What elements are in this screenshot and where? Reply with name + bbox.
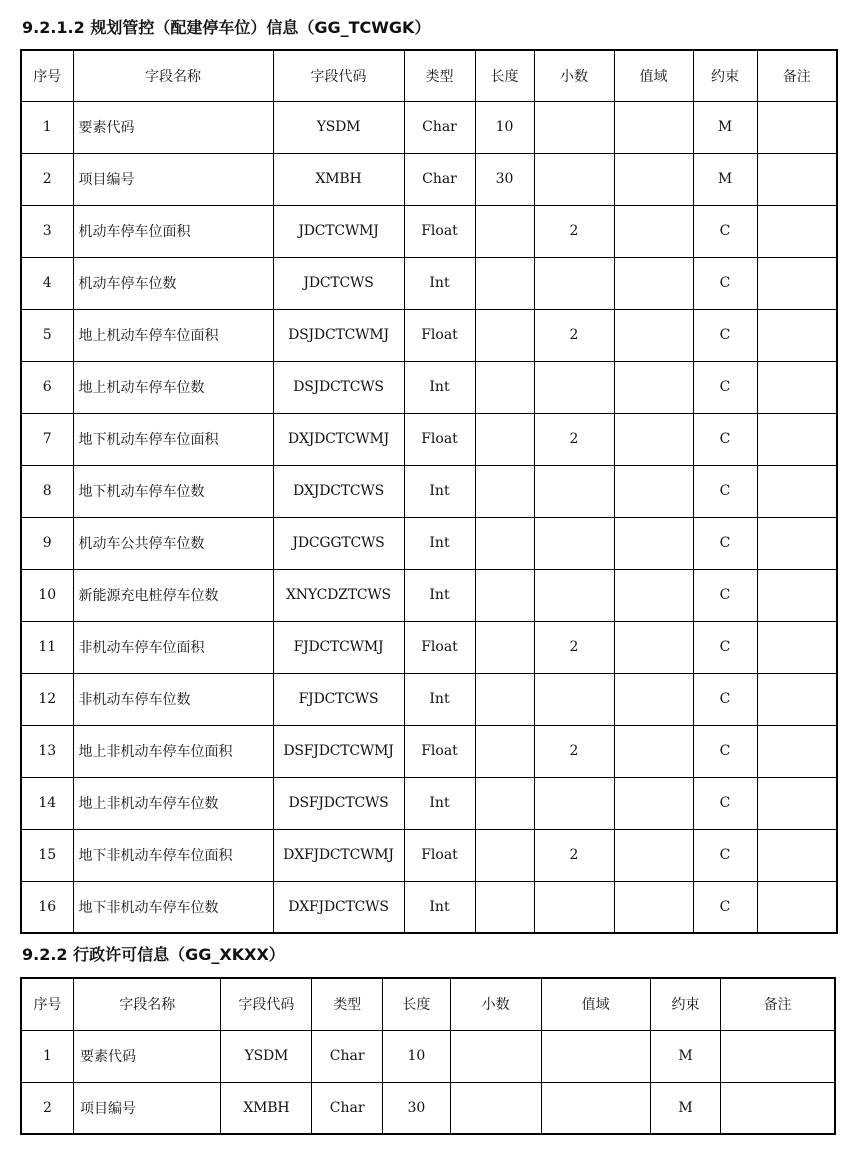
value-domain-cell: [614, 257, 693, 309]
constraint-cell: M: [650, 1082, 721, 1134]
field-table-admin-license: [20, 977, 836, 1135]
remark-cell: [757, 881, 837, 933]
decimal-cell: [450, 1082, 541, 1134]
field-code-cell: JDCTCWS: [273, 257, 404, 309]
field-name-cell: 非机动车停车位面积: [73, 621, 273, 673]
column-header-type: 类型: [312, 978, 383, 1030]
field-code-cell: JDCTCWMJ: [273, 205, 404, 257]
table-row: [21, 725, 837, 777]
decimal-cell: [450, 1030, 541, 1082]
table-row: [21, 361, 837, 413]
table-row: [21, 413, 837, 465]
value-domain-cell: [614, 569, 693, 621]
length-cell: [475, 413, 534, 465]
table-row: [21, 465, 837, 517]
column-header-field-code: 字段代码: [273, 50, 404, 101]
table-row: [21, 829, 837, 881]
field-name-cell: 新能源充电桩停车位数: [73, 569, 273, 621]
field-name-cell: 地上机动车停车位面积: [73, 309, 273, 361]
field-name-cell: 要素代码: [74, 1030, 221, 1082]
field-code-cell: JDCGGTCWS: [273, 517, 404, 569]
constraint-cell: C: [693, 517, 757, 569]
type-cell: Char: [404, 101, 475, 153]
decimal-cell: [534, 777, 614, 829]
column-header-seq: 序号: [21, 50, 73, 101]
value-domain-cell: [614, 205, 693, 257]
field-name-cell: 地下非机动车停车位数: [73, 881, 273, 933]
length-cell: [475, 725, 534, 777]
type-cell: Int: [404, 777, 475, 829]
decimal-cell: [534, 257, 614, 309]
field-name-cell: 项目编号: [74, 1082, 221, 1134]
seq-cell: 2: [21, 1082, 74, 1134]
constraint-cell: C: [693, 465, 757, 517]
field-code-cell: DSFJDCTCWMJ: [273, 725, 404, 777]
field-code-cell: FJDCTCWS: [273, 673, 404, 725]
length-cell: [475, 673, 534, 725]
column-header-seq: 序号: [21, 978, 74, 1030]
length-cell: [475, 361, 534, 413]
field-name-cell: 要素代码: [73, 101, 273, 153]
table-row: [21, 101, 837, 153]
type-cell: Float: [404, 725, 475, 777]
field-code-cell: DSFJDCTCWS: [273, 777, 404, 829]
length-cell: [475, 829, 534, 881]
constraint-cell: C: [693, 413, 757, 465]
length-cell: 30: [383, 1082, 451, 1134]
decimal-cell: 2: [534, 725, 614, 777]
field-code-cell: XMBH: [221, 1082, 312, 1134]
remark-cell: [757, 413, 837, 465]
decimal-cell: [534, 881, 614, 933]
decimal-cell: [534, 673, 614, 725]
field-name-cell: 地下非机动车停车位面积: [73, 829, 273, 881]
type-cell: Int: [404, 361, 475, 413]
seq-cell: 9: [21, 517, 73, 569]
decimal-cell: 2: [534, 829, 614, 881]
section-title-parking-control: 9.2.1.2 规划管控（配建停车位）信息（GG_TCWGK）: [22, 18, 431, 37]
constraint-cell: M: [693, 153, 757, 205]
value-domain-cell: [614, 413, 693, 465]
length-cell: [475, 881, 534, 933]
remark-cell: [757, 101, 837, 153]
length-cell: [475, 257, 534, 309]
decimal-cell: [534, 101, 614, 153]
constraint-cell: M: [650, 1030, 721, 1082]
field-name-cell: 项目编号: [73, 153, 273, 205]
remark-cell: [757, 257, 837, 309]
remark-cell: [757, 673, 837, 725]
table-row: [21, 517, 837, 569]
constraint-cell: C: [693, 725, 757, 777]
column-header-type: 类型: [404, 50, 475, 101]
table-row: [21, 569, 837, 621]
seq-cell: 6: [21, 361, 73, 413]
table-row: [21, 257, 837, 309]
remark-cell: [757, 621, 837, 673]
seq-cell: 10: [21, 569, 73, 621]
value-domain-cell: [614, 829, 693, 881]
decimal-cell: [534, 517, 614, 569]
decimal-cell: 2: [534, 205, 614, 257]
field-table-parking-control: [20, 49, 838, 934]
seq-cell: 4: [21, 257, 73, 309]
remark-cell: [757, 725, 837, 777]
table-row: [21, 1030, 835, 1082]
field-code-cell: DXJDCTCWMJ: [273, 413, 404, 465]
remark-cell: [757, 517, 837, 569]
value-domain-cell: [614, 361, 693, 413]
seq-cell: 1: [21, 101, 73, 153]
column-header-remark: 备注: [721, 978, 835, 1030]
field-code-cell: YSDM: [221, 1030, 312, 1082]
column-header-length: 长度: [475, 50, 534, 101]
field-code-cell: XMBH: [273, 153, 404, 205]
seq-cell: 11: [21, 621, 73, 673]
length-cell: [475, 777, 534, 829]
constraint-cell: M: [693, 101, 757, 153]
length-cell: [475, 205, 534, 257]
table-row: [21, 153, 837, 205]
seq-cell: 5: [21, 309, 73, 361]
column-header-decimal: 小数: [534, 50, 614, 101]
seq-cell: 2: [21, 153, 73, 205]
column-header-remark: 备注: [757, 50, 837, 101]
field-name-cell: 地上非机动车停车位数: [73, 777, 273, 829]
type-cell: Char: [312, 1030, 383, 1082]
type-cell: Int: [404, 465, 475, 517]
remark-cell: [757, 465, 837, 517]
column-header-constraint: 约束: [650, 978, 721, 1030]
table-row: [21, 881, 837, 933]
value-domain-cell: [614, 725, 693, 777]
type-cell: Int: [404, 569, 475, 621]
column-header-field-code: 字段代码: [221, 978, 312, 1030]
field-code-cell: DXFJDCTCWS: [273, 881, 404, 933]
remark-cell: [757, 777, 837, 829]
seq-cell: 7: [21, 413, 73, 465]
type-cell: Float: [404, 829, 475, 881]
length-cell: [475, 309, 534, 361]
seq-cell: 16: [21, 881, 73, 933]
field-name-cell: 非机动车停车位数: [73, 673, 273, 725]
decimal-cell: 2: [534, 621, 614, 673]
decimal-cell: 2: [534, 413, 614, 465]
seq-cell: 1: [21, 1030, 74, 1082]
column-header-field-name: 字段名称: [74, 978, 221, 1030]
value-domain-cell: [614, 881, 693, 933]
remark-cell: [757, 569, 837, 621]
value-domain-cell: [614, 777, 693, 829]
value-domain-cell: [614, 309, 693, 361]
remark-cell: [721, 1082, 835, 1134]
field-name-cell: 机动车停车位面积: [73, 205, 273, 257]
field-code-cell: DXFJDCTCWMJ: [273, 829, 404, 881]
constraint-cell: C: [693, 829, 757, 881]
type-cell: Int: [404, 881, 475, 933]
table-row: [21, 205, 837, 257]
remark-cell: [757, 361, 837, 413]
table-row: [21, 309, 837, 361]
column-header-length: 长度: [383, 978, 451, 1030]
type-cell: Float: [404, 205, 475, 257]
column-header-decimal: 小数: [450, 978, 541, 1030]
decimal-cell: [534, 361, 614, 413]
column-header-field-name: 字段名称: [73, 50, 273, 101]
table-row: [21, 777, 837, 829]
section-title-admin-license: 9.2.2 行政许可信息（GG_XKXX）: [22, 945, 285, 964]
type-cell: Char: [312, 1082, 383, 1134]
field-name-cell: 地上非机动车停车位面积: [73, 725, 273, 777]
constraint-cell: C: [693, 621, 757, 673]
seq-cell: 3: [21, 205, 73, 257]
constraint-cell: C: [693, 673, 757, 725]
decimal-cell: [534, 153, 614, 205]
seq-cell: 15: [21, 829, 73, 881]
field-code-cell: DXJDCTCWS: [273, 465, 404, 517]
type-cell: Char: [404, 153, 475, 205]
value-domain-cell: [614, 673, 693, 725]
field-code-cell: XNYCDZTCWS: [273, 569, 404, 621]
length-cell: 30: [475, 153, 534, 205]
constraint-cell: C: [693, 777, 757, 829]
value-domain-cell: [614, 465, 693, 517]
type-cell: Float: [404, 621, 475, 673]
value-domain-cell: [541, 1082, 650, 1134]
field-code-cell: YSDM: [273, 101, 404, 153]
seq-cell: 14: [21, 777, 73, 829]
constraint-cell: C: [693, 881, 757, 933]
field-code-cell: DSJDCTCWS: [273, 361, 404, 413]
value-domain-cell: [614, 101, 693, 153]
length-cell: [475, 569, 534, 621]
value-domain-cell: [614, 153, 693, 205]
constraint-cell: C: [693, 361, 757, 413]
type-cell: Int: [404, 257, 475, 309]
field-code-cell: DSJDCTCWMJ: [273, 309, 404, 361]
type-cell: Int: [404, 673, 475, 725]
type-cell: Float: [404, 413, 475, 465]
column-header-value-domain: 值域: [614, 50, 693, 101]
constraint-cell: C: [693, 309, 757, 361]
value-domain-cell: [614, 517, 693, 569]
field-code-cell: FJDCTCWMJ: [273, 621, 404, 673]
field-name-cell: 地下机动车停车位面积: [73, 413, 273, 465]
constraint-cell: C: [693, 257, 757, 309]
table-header-row: [21, 50, 837, 101]
value-domain-cell: [614, 621, 693, 673]
table-header-row: [21, 978, 835, 1030]
type-cell: Float: [404, 309, 475, 361]
length-cell: 10: [475, 101, 534, 153]
length-cell: [475, 465, 534, 517]
remark-cell: [757, 309, 837, 361]
field-name-cell: 机动车公共停车位数: [73, 517, 273, 569]
table-row: [21, 1082, 835, 1134]
decimal-cell: [534, 465, 614, 517]
decimal-cell: [534, 569, 614, 621]
column-header-value-domain: 值域: [541, 978, 650, 1030]
decimal-cell: 2: [534, 309, 614, 361]
value-domain-cell: [541, 1030, 650, 1082]
length-cell: [475, 517, 534, 569]
seq-cell: 13: [21, 725, 73, 777]
seq-cell: 12: [21, 673, 73, 725]
length-cell: [475, 621, 534, 673]
type-cell: Int: [404, 517, 475, 569]
table-row: [21, 621, 837, 673]
constraint-cell: C: [693, 569, 757, 621]
length-cell: 10: [383, 1030, 451, 1082]
column-header-constraint: 约束: [693, 50, 757, 101]
field-name-cell: 地上机动车停车位数: [73, 361, 273, 413]
remark-cell: [757, 205, 837, 257]
remark-cell: [721, 1030, 835, 1082]
field-name-cell: 地下机动车停车位数: [73, 465, 273, 517]
constraint-cell: C: [693, 205, 757, 257]
remark-cell: [757, 153, 837, 205]
remark-cell: [757, 829, 837, 881]
field-name-cell: 机动车停车位数: [73, 257, 273, 309]
seq-cell: 8: [21, 465, 73, 517]
table-row: [21, 673, 837, 725]
